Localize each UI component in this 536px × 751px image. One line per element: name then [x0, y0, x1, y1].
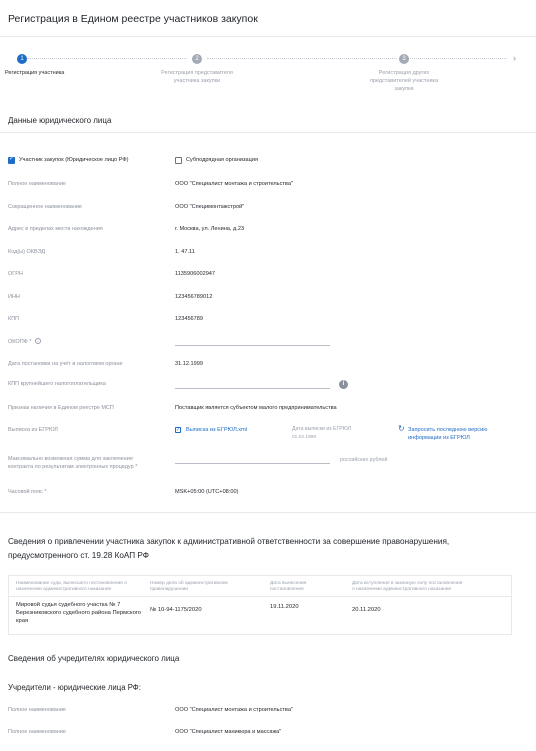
- okopf-label: ОКОПФ *: [8, 339, 32, 345]
- egrul-request-link[interactable]: [408, 427, 487, 441]
- admin-liability-title-line: Сведения о привлечении участника закупок к административной ответственности за совершение правонарушения,: [8, 537, 450, 546]
- step-2-label-line: участника закупки: [173, 78, 221, 84]
- founders-subsection-title: Учредители - юридические лица РФ:: [8, 683, 141, 692]
- egrul-request-line: информации из ЕГРЮЛ: [408, 435, 470, 441]
- tax-date-label: Дата постановки на учёт в налоговом органе: [8, 361, 123, 367]
- inn-label: ИНН: [8, 294, 20, 300]
- admin-liability-table: [8, 575, 512, 635]
- okved-value: 1. 47.11: [175, 249, 195, 255]
- step-1-indicator[interactable]: 1: [17, 54, 27, 64]
- founder-name-label: Полное наименование: [8, 729, 66, 735]
- step-2-label[interactable]: [140, 69, 254, 85]
- inn-value: 123456789012: [175, 294, 213, 300]
- max-sum-label-line: Максимально возможная сумма для заключения: [8, 456, 133, 462]
- column-header-line: правонарушении: [150, 587, 188, 592]
- decision-date-cell: 19.11.2020: [270, 604, 299, 610]
- effective-date-cell: 20.11.2020: [352, 607, 381, 613]
- ogrn-value: 1135906002947: [175, 271, 216, 277]
- column-header-case: [150, 581, 228, 593]
- address-value: г. Москва, ул. Ленина, д.23: [175, 226, 245, 232]
- founders-section-title: Сведения об учредителях юридического лица: [8, 654, 180, 663]
- step-3-indicator[interactable]: 3: [399, 54, 409, 64]
- msp-value: Поставщик является субъектом малого предпринимательства: [175, 405, 337, 411]
- help-icon[interactable]: i: [35, 338, 41, 344]
- step-3-label-line: Регистрация других: [378, 70, 430, 76]
- step-2-label-line: Регистрация представителя: [161, 70, 233, 76]
- participant-checkbox[interactable]: [8, 157, 15, 164]
- step-connector: [407, 58, 507, 59]
- admin-liability-title-line: предусмотренного ст. 19.28 КоАП РФ: [8, 551, 150, 560]
- section-divider: [0, 512, 536, 513]
- column-header-effective-date: [352, 581, 462, 593]
- column-header-line: Номер дела об административном: [150, 581, 228, 586]
- short-name-label: Сокращенное наименование: [8, 204, 82, 210]
- header-divider: [0, 36, 536, 37]
- court-cell: [16, 601, 141, 625]
- section-divider: [0, 132, 536, 133]
- egrul-file-link[interactable]: Выписка из ЕГРЮЛ.xml: [186, 427, 247, 433]
- file-icon: ✓: [176, 427, 181, 433]
- founder-name-value: ООО "Специалист монтажа и строительства": [175, 707, 293, 713]
- egrul-date-label: Дата выписки из ЕГРЮЛ: [292, 426, 352, 432]
- kpp-label: КПП: [8, 316, 20, 322]
- max-sum-input[interactable]: [175, 463, 330, 464]
- address-label: Адрес в пределах места нахождения: [8, 226, 103, 232]
- egrul-request-line: Запросить последнюю версию: [408, 427, 488, 433]
- step-connector: [207, 58, 397, 59]
- column-header-line: о назначении административного наказания: [352, 587, 452, 592]
- subordinate-checkbox[interactable]: [175, 157, 182, 164]
- admin-liability-title: [8, 535, 488, 563]
- short-name-value: ООО "Специмонтажстрой": [175, 204, 245, 210]
- subordinate-checkbox-label[interactable]: Субподрядная организация: [186, 157, 259, 163]
- chevron-right-icon[interactable]: ›: [513, 53, 516, 63]
- timezone-value[interactable]: MSK+05:00 (UTC+08:00): [175, 489, 239, 495]
- column-header-line: Дата вступления в законную силу постановления: [352, 581, 463, 586]
- column-header-line: назначении административного наказания: [16, 587, 112, 592]
- step-3-label-line: представителей участника: [369, 78, 439, 84]
- registration-stepper: [0, 54, 536, 124]
- timezone-label: Часовой пояс *: [8, 489, 47, 495]
- info-icon[interactable]: i: [339, 380, 348, 389]
- column-header-court: [16, 581, 127, 593]
- case-number-cell: № 10-94-1175/2020: [150, 607, 202, 613]
- column-header-line: постановления: [270, 587, 304, 592]
- step-1-label[interactable]: Регистрация участника: [5, 70, 65, 76]
- founder-name-label: Полное наименование: [8, 707, 66, 713]
- step-connector: [27, 58, 187, 59]
- egrul-date-value: 01.02.1998: [292, 435, 317, 440]
- full-name-value: ООО "Специалист монтажа и строительства": [175, 181, 293, 187]
- court-cell-line: Березниковского судебного района Пермского: [16, 610, 142, 616]
- step-2-indicator[interactable]: 2: [192, 54, 202, 64]
- step-3-label-line: закупки: [394, 86, 414, 92]
- table-header-divider: [9, 596, 511, 597]
- largest-kpp-label: КПП крупнейшего налогоплательщика: [8, 381, 106, 387]
- max-sum-label-line: контракта по результатам электронных процедур *: [8, 463, 138, 470]
- column-header-line: Дата вынесения: [270, 581, 307, 586]
- kpp-value: 123456789: [175, 316, 203, 322]
- okved-label: Код(ы) ОКВЭД: [8, 249, 46, 255]
- founder-name-value: ООО "Специалист маникюра и массажа": [175, 729, 282, 735]
- page-title: Регистрация в Едином реестре участников закупок: [8, 13, 258, 25]
- column-header-decision-date: [270, 581, 306, 593]
- ogrn-label: ОГРН: [8, 271, 23, 277]
- largest-kpp-input[interactable]: [175, 388, 330, 389]
- msp-label: Признак наличия в Едином реестре МСП: [8, 405, 114, 411]
- tax-date-value: 31.12.1999: [175, 361, 203, 367]
- full-name-label: Полное наименование: [8, 181, 66, 187]
- max-sum-label: [8, 456, 137, 471]
- step-3-label[interactable]: [348, 69, 460, 93]
- legal-entity-section-title: Данные юридического лица: [8, 116, 112, 125]
- okopf-input[interactable]: [175, 345, 330, 346]
- refresh-icon[interactable]: ↻: [398, 424, 405, 433]
- column-header-line: Наименование суда, вынесшего постановление о: [16, 581, 127, 586]
- court-cell-line: Мировой судья судебного участка № 7: [16, 602, 121, 608]
- egrul-label: Выписка из ЕГРЮЛ: [8, 427, 58, 433]
- participant-checkbox-label[interactable]: Участник закупок (Юридическое лицо РФ): [19, 157, 129, 163]
- max-sum-unit: российских рублей: [340, 457, 388, 463]
- court-cell-line: края: [16, 618, 29, 624]
